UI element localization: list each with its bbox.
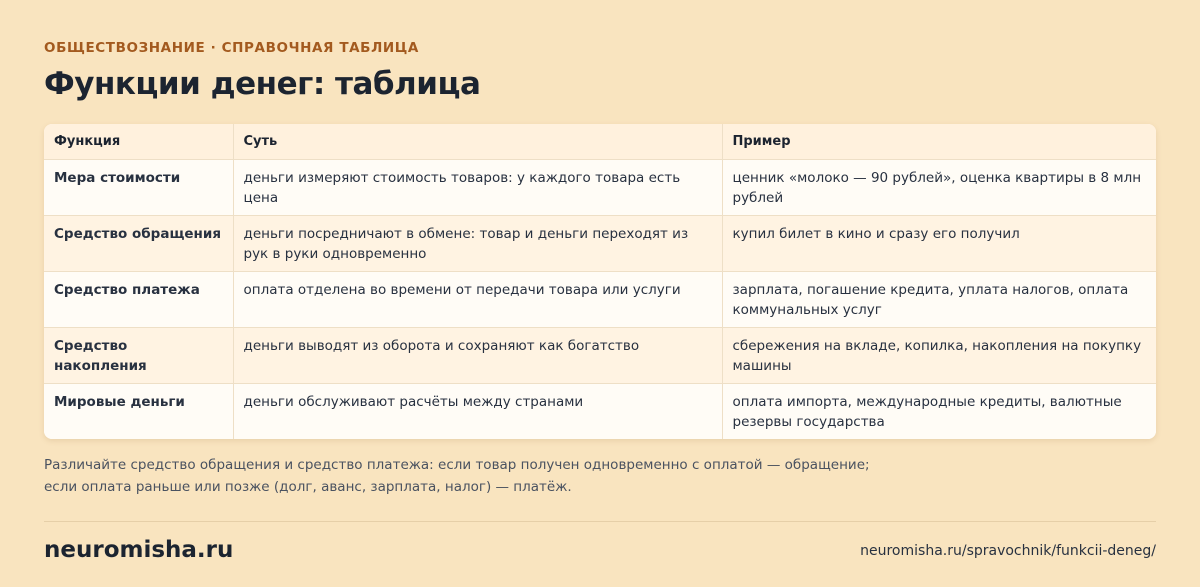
column-header-essence: Суть bbox=[233, 124, 722, 159]
function-example: сбережения на вкладе, копилка, накопления на покупку машины bbox=[722, 327, 1156, 383]
function-name: Средство платежа bbox=[44, 271, 233, 327]
function-name: Средство накопления bbox=[44, 327, 233, 383]
footer-divider bbox=[44, 521, 1156, 522]
table-row bbox=[44, 383, 1156, 439]
site-logo[interactable]: neuromisha.ru bbox=[44, 537, 234, 563]
column-header-example: Пример bbox=[722, 124, 1156, 159]
page-url-link[interactable]: neuromisha.ru/spravochnik/funkcii-deneg/ bbox=[860, 543, 1156, 559]
category-eyebrow: ОБЩЕСТВОЗНАНИЕ · СПРАВОЧНАЯ ТАБЛИЦА bbox=[44, 40, 419, 56]
function-name: Средство обращения bbox=[44, 215, 233, 271]
table-row bbox=[44, 159, 1156, 215]
table-header-row bbox=[44, 124, 1156, 159]
footnote: Различайте средство обращения и средство платежа: если товар получен одновременно с оплатой — обращение; если оплата раньше или позже (долг, аванс, зарплата, налог) — платёж. bbox=[44, 457, 870, 495]
functions-table-card bbox=[44, 124, 1156, 439]
table-row bbox=[44, 327, 1156, 383]
function-essence: оплата отделена во времени от передачи товара или услуги bbox=[233, 271, 722, 327]
function-name: Мировые деньги bbox=[44, 383, 233, 439]
function-essence: деньги измеряют стоимость товаров: у каждого товара есть цена bbox=[233, 159, 722, 215]
table-row bbox=[44, 215, 1156, 271]
function-example: зарплата, погашение кредита, уплата налогов, оплата коммунальных услуг bbox=[722, 271, 1156, 327]
function-essence: деньги выводят из оборота и сохраняют как богатство bbox=[233, 327, 722, 383]
column-header-function: Функция bbox=[44, 124, 233, 159]
function-example: оплата импорта, международные кредиты, валютные резервы государства bbox=[732, 393, 1122, 430]
function-name: Мера стоимости bbox=[44, 159, 233, 215]
table-row bbox=[44, 271, 1156, 327]
function-essence: деньги посредничают в обмене: товар и деньги переходят из рук в руки одновременно bbox=[233, 215, 722, 271]
page-title: Функции денег: таблица bbox=[44, 66, 481, 102]
functions-table bbox=[44, 124, 1156, 439]
function-example: ценник «молоко — 90 рублей», оценка квартиры в 8 млн рублей bbox=[722, 159, 1156, 215]
function-example: купил билет в кино и сразу его получил bbox=[722, 215, 1156, 271]
function-essence: деньги обслуживают расчёты между странами bbox=[233, 383, 722, 439]
